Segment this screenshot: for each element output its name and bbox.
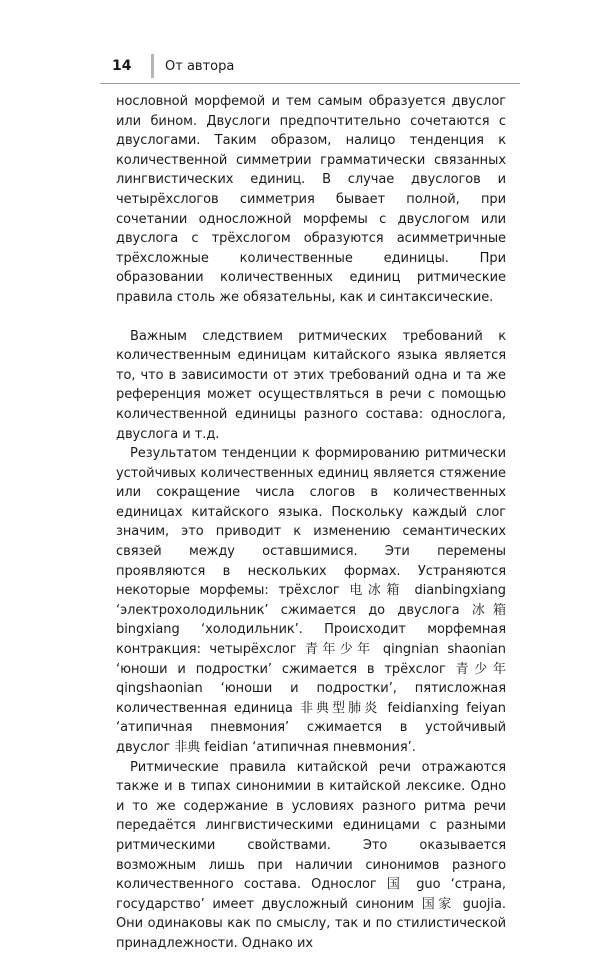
page-header (100, 50, 520, 84)
header-rule (100, 83, 520, 84)
page-number: 14 (112, 58, 132, 74)
header-divider (151, 54, 154, 78)
body-text (116, 92, 506, 954)
paragraph-4: Ритмические правила китайской речи отражаются также и в типах синонимии в китайской лексике. Одно и то же содержание в условиях разного ритма речи передаётся лингвистическими единицами с разными ритмическими свойствами. Это оказывается возможным лишь при наличии синонимов разного количественного состава. Однослог 国 guo ‘страна, государство’ имеет двусложный синоним 国家 guojia. Они одинаковы как по смыслу, так и по стилистической принадлежности. Однако их (116, 759, 506, 951)
paragraph-2: Важным следствием ритмических требований к количественным единицам китайского языка является то, что в зависимости от этих требований одна и та же референция может осуществляться в речи с помощью количественной единицы разного состава: однослога, двуслога и т.д. (116, 328, 506, 442)
paragraph-1: нословной морфемой и тем самым образуется двуслог или бином. Двуслоги предпочтительно сочетаются с двуслогами. Таким образом, налицо тенденция к количественной симметрии грамматически связанных лингвистических единиц. В случае двуслогов и четырёхслогов симметрия бывает полной, при сочетании односложной морфемы с двуслогом или двуслога с трёхслогом образуются асимметричные трёхсложные количественные единицы. При образовании количественных единиц ритмические правила столь же обязательны, как и синтаксические. (116, 94, 506, 305)
running-head: От автора (165, 59, 235, 74)
paragraph-3: Результатом тенденции к формированию ритмически устойчивых количественных единиц является стяжение или сокращение числа слогов в количественных единицах китайского языка. Поскольку каждый слог значим, это приводит к изменению семантических связей между оставшимися. Эти перемены проявляются в нескольких формах. Устраняются некоторые морфемы: трёхслог 电冰箱 dianbingxiang ‘электрохолодильник’ сжимается до двуслога 冰箱bingxiang ‘холодильник’. Происходит морфемная контракция: четырёхслог 青年少年 qingnian shaonian ‘юноши и подростки’ сжимается в трёхслог 青少年 qingshaonian ‘юноши и подростки’, пятисложная количественная единица 非典型肺炎 feidianxing feiyan ‘атипичная пневмония’ сжимается в устойчивый двуслог 非典 feidian ‘атипичная пневмония’. (116, 446, 506, 755)
